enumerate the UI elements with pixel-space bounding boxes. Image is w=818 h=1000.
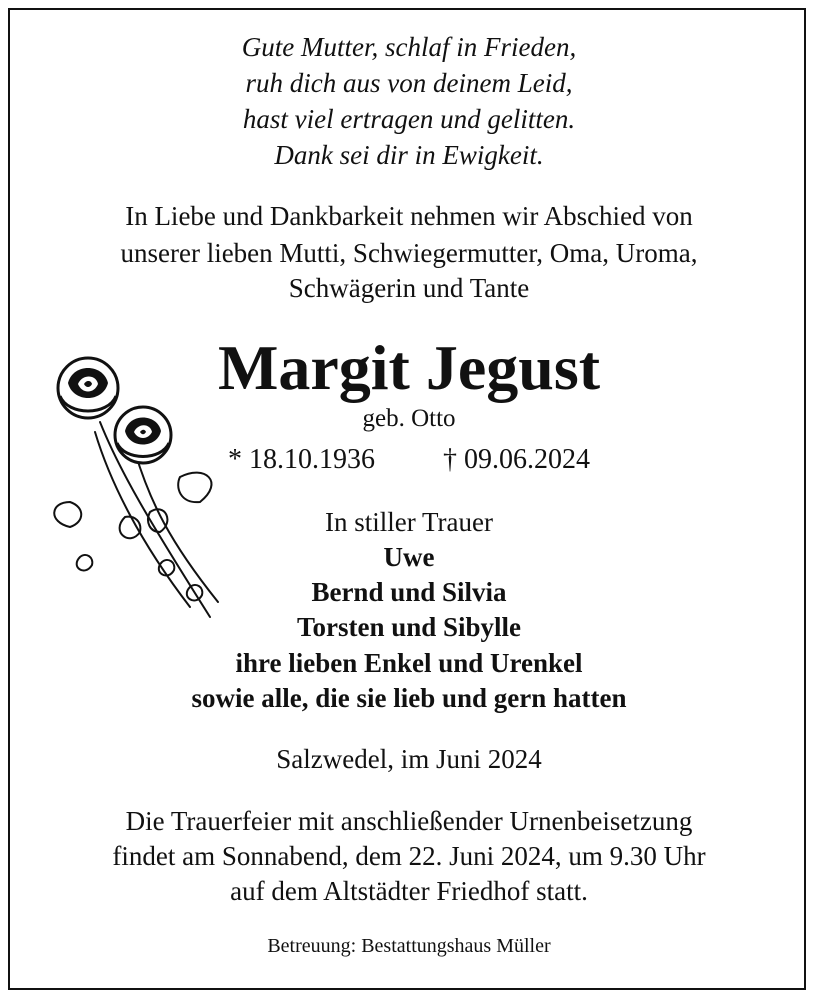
poem-line: Gute Mutter, schlaf in Frieden, (241, 32, 577, 62)
deceased-name: Margit Jegust (217, 332, 601, 403)
ceremony-line: auf dem Altstädter Friedhof statt. (230, 876, 588, 906)
mourner-name: Uwe (383, 542, 435, 572)
intro-line: unserer lieben Mutti, Schwiegermutter, Oma, Uroma, (120, 238, 698, 268)
mourner-name: Torsten und Sibylle (296, 612, 522, 642)
mourner-name: ihre lieben Enkel und Urenkel (235, 648, 583, 678)
poem-line: Dank sei dir in Ewigkeit. (274, 140, 544, 170)
mourners-heading: In stiller Trauer (325, 507, 493, 537)
place-date: Salzwedel, im Juni 2024 (276, 744, 542, 774)
ceremony-line: Die Trauerfeier mit anschließender Urnenbeisetzung (125, 806, 693, 836)
birth-date: * 18.10.1936 (228, 444, 375, 475)
funeral-home-credit: Betreuung: Bestattungshaus Müller (267, 935, 551, 957)
poem-line: ruh dich aus von deinem Leid, (245, 68, 573, 98)
mourner-name: sowie alle, die sie lieb und gern hatten (191, 683, 627, 713)
death-date: † 09.06.2024 (443, 444, 590, 475)
ceremony-line: findet am Sonnabend, dem 22. Juni 2024, um 9.30 Uhr (112, 841, 706, 871)
intro-line: In Liebe und Dankbarkeit nehmen wir Abschied von (125, 201, 693, 231)
life-dates (0, 443, 818, 477)
intro-line: Schwägerin und Tante (288, 273, 530, 303)
maiden-name: geb. Otto (362, 405, 456, 432)
poem-line: hast viel ertragen und gelitten. (242, 104, 576, 134)
mourner-name: Bernd und Silvia (311, 577, 507, 607)
